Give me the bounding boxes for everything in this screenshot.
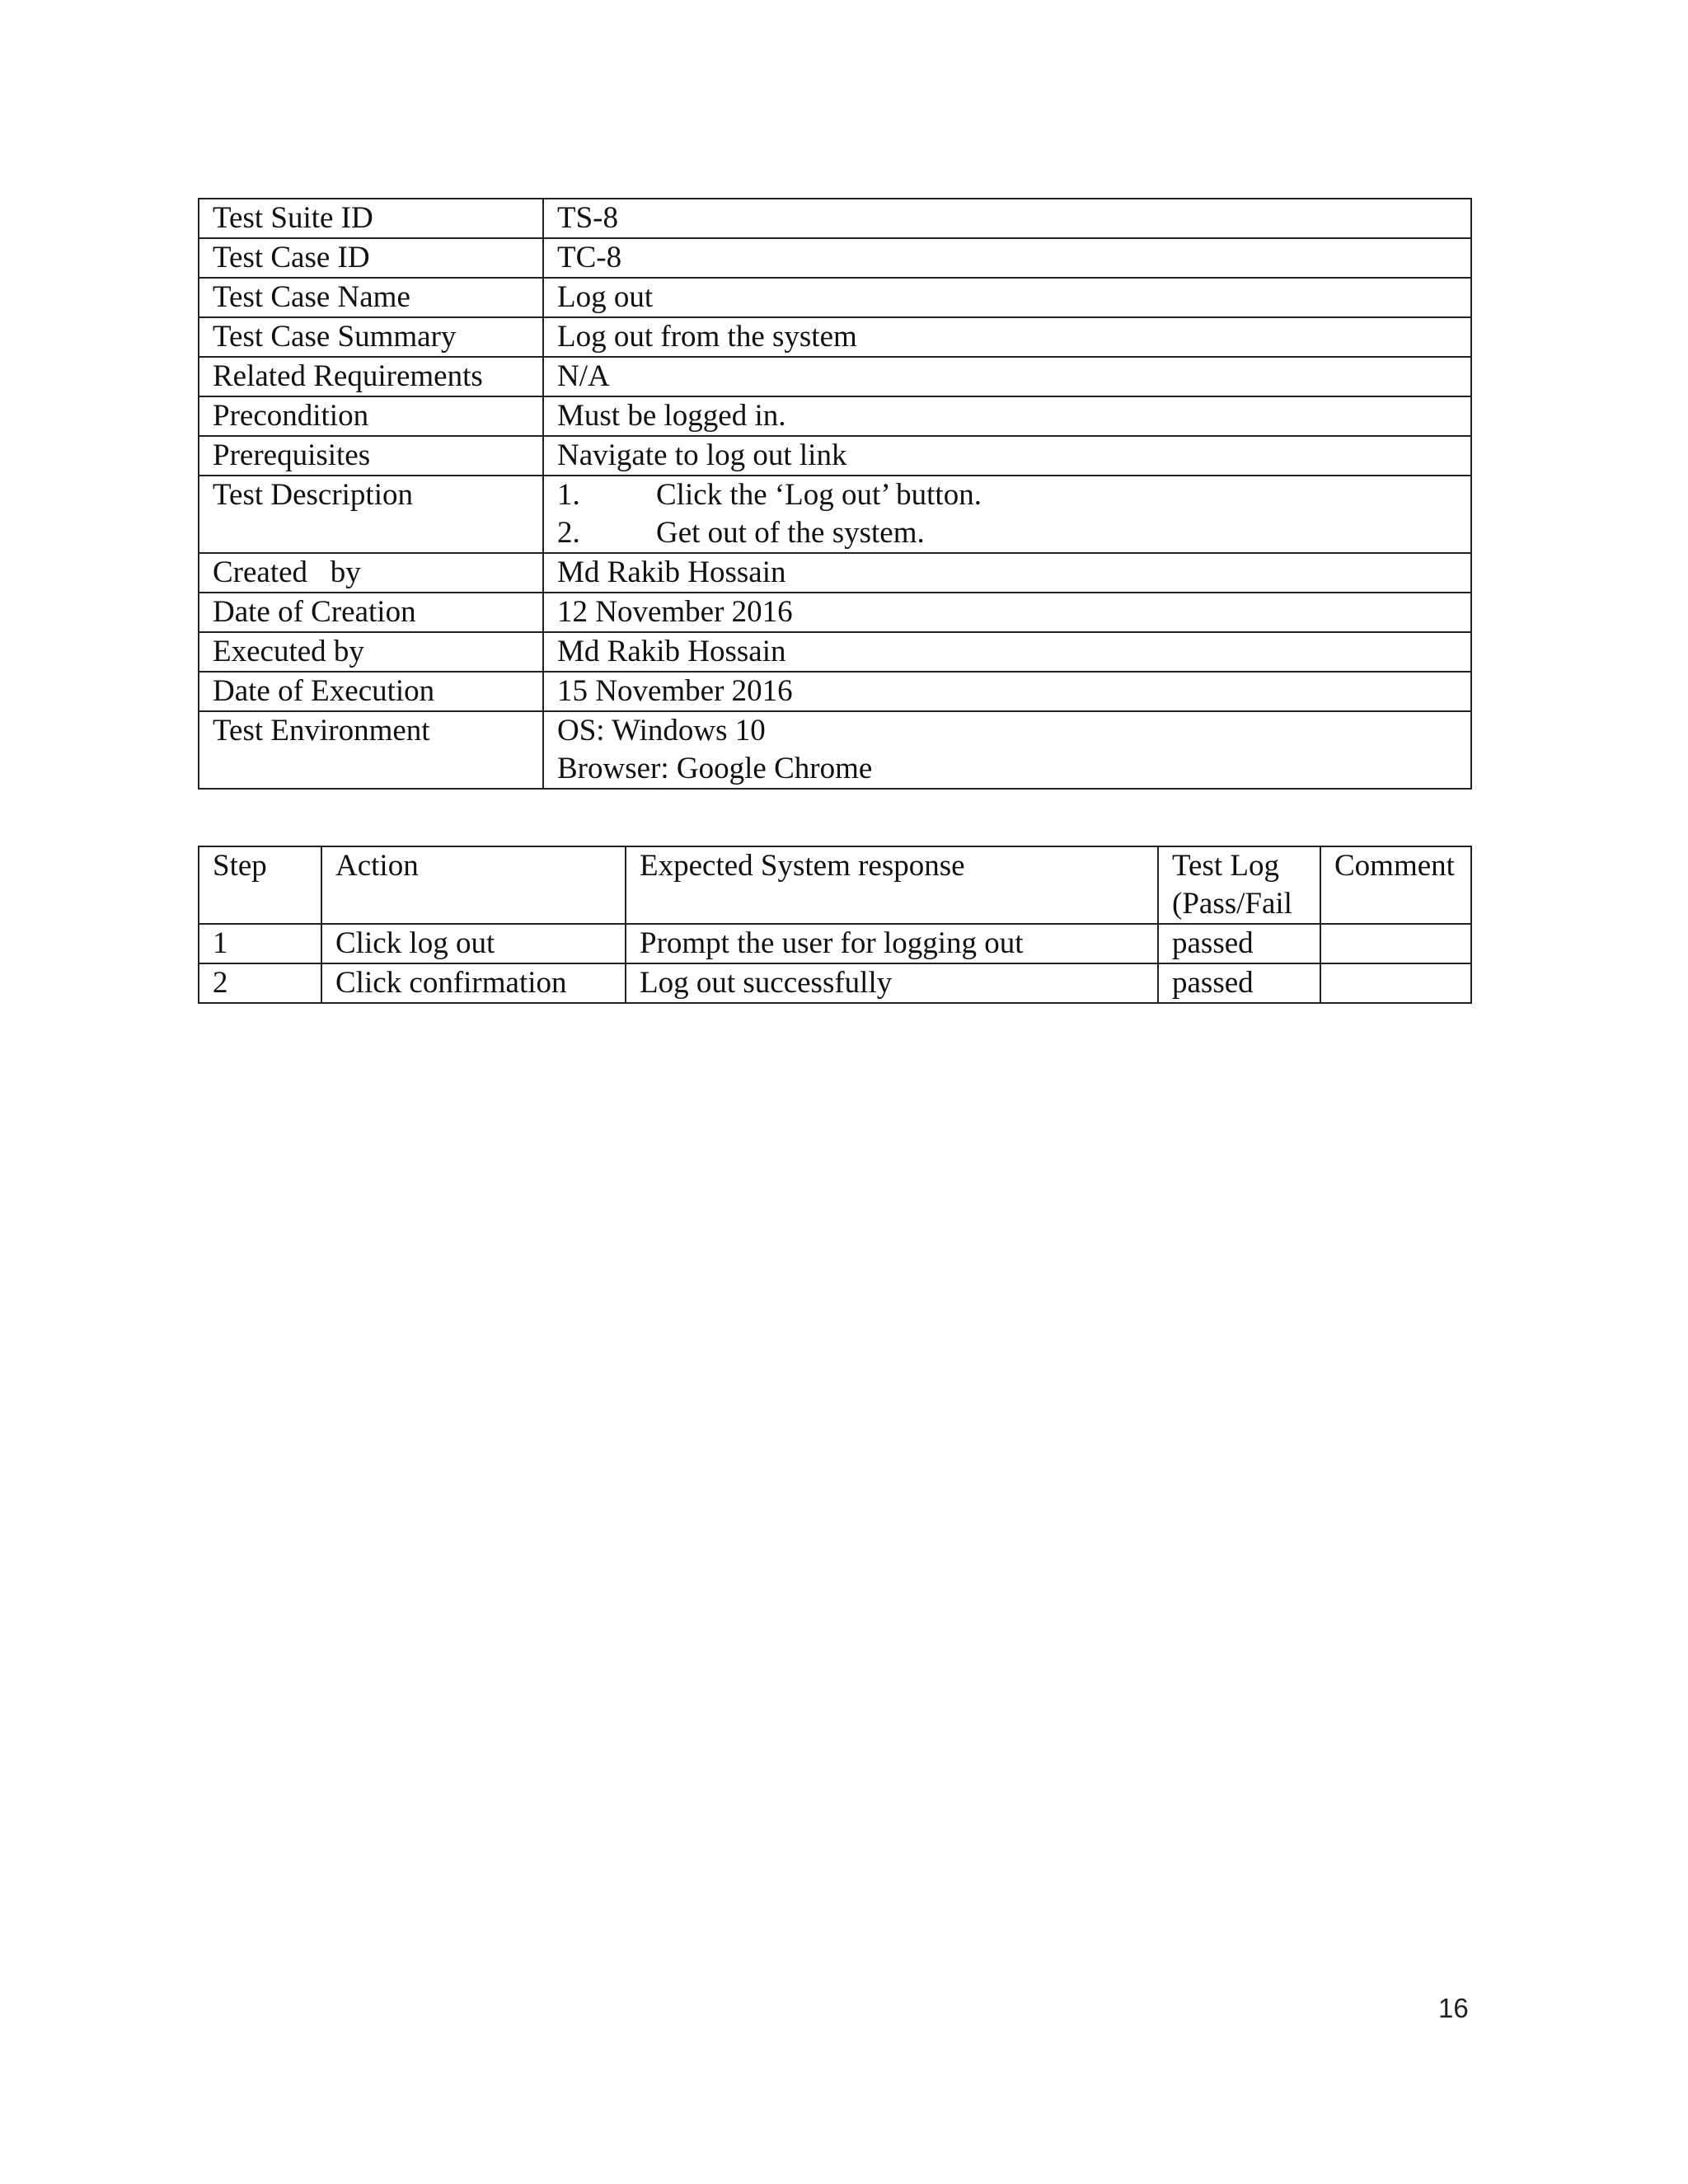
test-steps-table [198, 846, 1472, 1004]
row-value: Log out from the system [543, 317, 1471, 357]
step-comment [1320, 963, 1471, 1003]
step-log: passed [1158, 963, 1320, 1003]
row-label: Created by [199, 553, 543, 593]
description-step [557, 514, 1457, 552]
page-number: 16 [1438, 1993, 1469, 2023]
table-row [199, 278, 1471, 317]
step-action: Click log out [321, 924, 626, 963]
table-row [199, 199, 1471, 238]
row-value: Navigate to log out link [543, 436, 1471, 476]
environment-line: Browser: Google Chrome [557, 752, 873, 785]
row-label: Test Case Summary [199, 317, 543, 357]
description-step-number: 1. [557, 478, 580, 512]
row-value: TC-8 [543, 238, 1471, 278]
row-label: Test Case Name [199, 278, 543, 317]
test-environment-value [543, 711, 1471, 789]
row-value: 15 November 2016 [543, 672, 1471, 711]
table-row [199, 672, 1471, 711]
row-label: Test Suite ID [199, 199, 543, 238]
row-label: Related Requirements [199, 357, 543, 396]
table-row [199, 632, 1471, 672]
table-row [199, 317, 1471, 357]
step-expected: Prompt the user for logging out [626, 924, 1158, 963]
step-comment [1320, 924, 1471, 963]
description-step-number: 2. [557, 516, 580, 550]
table-header-row [199, 846, 1471, 924]
table-row [199, 963, 1471, 1003]
step-expected: Log out successfully [626, 963, 1158, 1003]
description-step-text: Click the ‘Log out’ button. [656, 478, 982, 512]
row-label: Date of Execution [199, 672, 543, 711]
row-value: Md Rakib Hossain [543, 632, 1471, 672]
table-row [199, 553, 1471, 593]
row-value: Must be logged in. [543, 396, 1471, 436]
table-row [199, 924, 1471, 963]
test-case-info-table [198, 198, 1472, 790]
row-value: TS-8 [543, 199, 1471, 238]
header-step: Step [199, 846, 321, 924]
table-row [199, 238, 1471, 278]
header-test-log-line: Test Log [1172, 849, 1279, 883]
row-value: 12 November 2016 [543, 593, 1471, 632]
row-label: Executed by [199, 632, 543, 672]
header-action: Action [321, 846, 626, 924]
table-row [199, 357, 1471, 396]
header-test-log-line: (Pass/Fail [1172, 887, 1292, 921]
table-row [199, 436, 1471, 476]
header-test-log [1158, 846, 1320, 924]
row-label: Test Environment [199, 711, 543, 789]
step-number: 1 [199, 924, 321, 963]
table-row [199, 396, 1471, 436]
environment-line: OS: Windows 10 [557, 714, 766, 748]
table-row [199, 476, 1471, 553]
description-step-text: Get out of the system. [656, 516, 925, 550]
header-expected-response: Expected System response [626, 846, 1158, 924]
row-label: Date of Creation [199, 593, 543, 632]
table-row [199, 593, 1471, 632]
row-value: Log out [543, 278, 1471, 317]
table-row [199, 711, 1471, 789]
header-comment: Comment [1320, 846, 1471, 924]
row-label: Test Case ID [199, 238, 543, 278]
row-value: N/A [543, 357, 1471, 396]
row-label: Precondition [199, 396, 543, 436]
row-label: Prerequisites [199, 436, 543, 476]
step-number: 2 [199, 963, 321, 1003]
row-value: Md Rakib Hossain [543, 553, 1471, 593]
row-label: Test Description [199, 476, 543, 553]
step-action: Click confirmation [321, 963, 626, 1003]
step-log: passed [1158, 924, 1320, 963]
test-description-steps [543, 476, 1471, 553]
description-step [557, 476, 1457, 514]
